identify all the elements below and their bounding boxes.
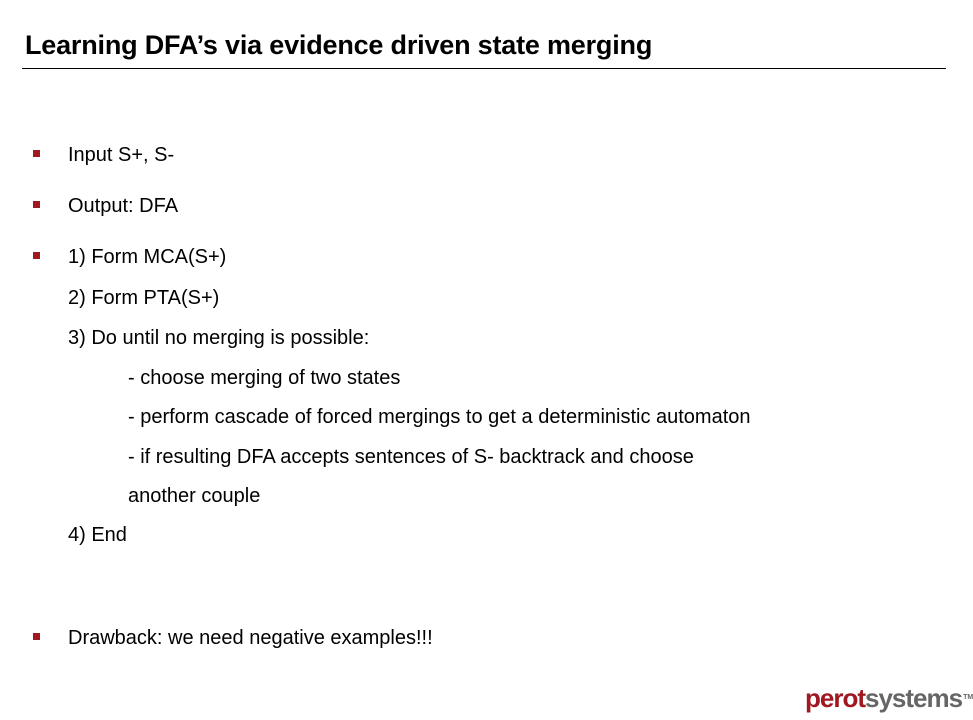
bullet-input: Input S+, S- [68,144,175,166]
step-3: 3) Do until no merging is possible: [68,327,370,349]
bullet-drawback: Drawback: we need negative examples!!! [68,627,433,649]
square-bullet-icon [33,252,40,259]
bullet-output: Output: DFA [68,195,179,217]
logo-trademark: TM [963,694,973,701]
square-bullet-icon [33,633,40,640]
slide-title: Learning DFA’s via evidence driven state merging [25,30,653,60]
logo-part-perot: perot [805,683,865,713]
substep-2: - perform cascade of forced mergings to get a deterministic automaton [128,406,751,428]
square-bullet-icon [33,150,40,157]
title-divider [22,68,946,69]
bullet-step1: 1) Form MCA(S+) [68,246,227,268]
substep-1: - choose merging of two states [128,367,401,389]
logo-part-systems: systems [865,683,963,713]
square-bullet-icon [33,201,40,208]
company-logo [805,682,973,714]
substep-3: - if resulting DFA accepts sentences of S- backtrack and choose [128,446,694,468]
substep-3-continued: another couple [128,485,261,507]
step-4: 4) End [68,524,127,546]
step-2: 2) Form PTA(S+) [68,287,220,309]
